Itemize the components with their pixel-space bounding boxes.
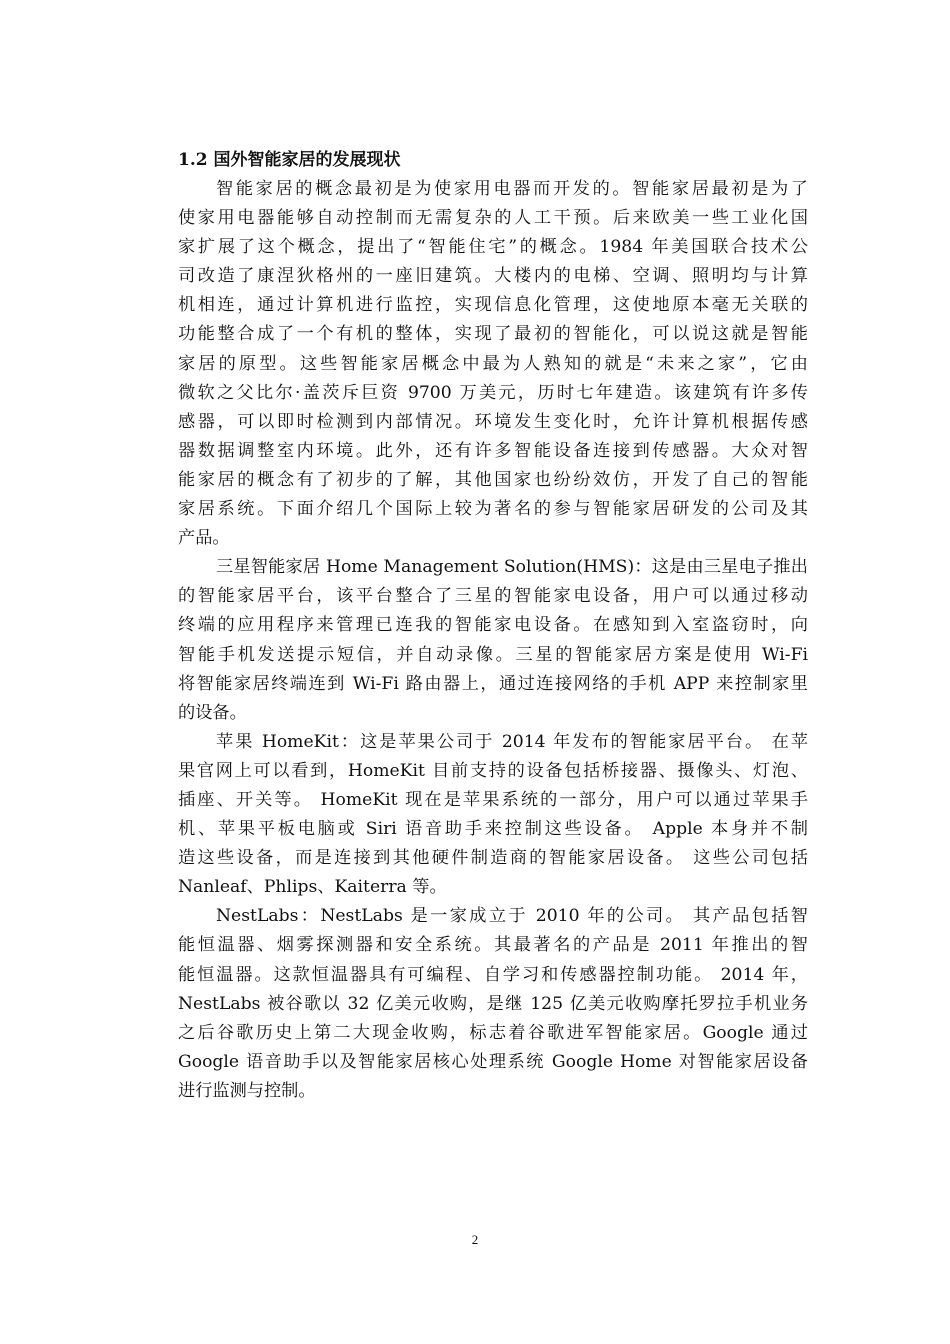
text-line: 造这些设备，而是连接到其他硬件制造商的智能家居设备。 这些公司包括 <box>178 848 808 869</box>
paragraph-smart-home-history <box>178 175 808 553</box>
text-line: 家居系统。下面介绍几个国际上较为著名的参与智能家居研发的公司及其 <box>178 499 808 520</box>
text-line: 使家用电器能够自动控制而无需复杂的人工干预。后来欧美一些工业化国 <box>178 208 808 229</box>
text-line: Nanleaf、Phlips、Kaiterra 等。 <box>178 877 447 898</box>
text-line: Google 语音助手以及智能家居核心处理系统 Google Home 对智能家居设备 <box>178 1051 808 1072</box>
text-line: 家居的原型。这些智能家居概念中最为人熟知的就是“未来之家”，它由 <box>178 353 808 374</box>
text-line: 感器，可以即时检测到内部情况。环境发生变化时，允许计算机根据传感 <box>178 411 808 432</box>
paragraph-apple-homekit <box>178 728 808 903</box>
text-line: 能恒温器。这款恒温器具有可编程、自学习和传感器控制功能。 2014 年， <box>178 964 808 985</box>
text-line: 插座、开关等。 HomeKit 现在是苹果系统的一部分，用户可以通过苹果手 <box>178 789 808 810</box>
text-line: 家扩展了这个概念，提出了“智能住宅”的概念。1984 年美国联合技术公 <box>178 237 808 258</box>
text-line: 能恒温器、烟雾探测器和安全系统。其最著名的产品是 2011 年推出的智 <box>178 935 808 956</box>
text-line: 将智能家居终端连到 Wi-Fi 路由器上，通过连接网络的手机 APP 来控制家里 <box>178 673 808 694</box>
text-line: 果官网上可以看到，HomeKit 目前支持的设备包括桥接器、摄像头、灯泡、 <box>178 760 808 781</box>
text-line: 终端的应用程序来管理已连我的智能家电设备。在感知到入室盗窃时，向 <box>178 615 808 636</box>
text-line: 的智能家居平台，该平台整合了三星的智能家电设备，用户可以通过移动 <box>178 586 808 607</box>
text-line: 三星智能家居 Home Management Solution(HMS)：这是由三星电子推出 <box>216 557 808 578</box>
page-content <box>178 145 808 1106</box>
text-line: 司改造了康涅狄格州的一座旧建筑。大楼内的电梯、空调、照明均与计算 <box>178 266 808 287</box>
text-line: 进行监测与控制。 <box>178 1080 316 1101</box>
text-line: 功能整合成了一个有机的整体，实现了最初的智能化，可以说这就是智能 <box>178 324 808 345</box>
text-line: NestLabs 被谷歌以 32 亿美元收购，是继 125 亿美元收购摩托罗拉手机业务 <box>178 993 808 1014</box>
section-heading: 1.2 国外智能家居的发展现状 <box>178 150 401 170</box>
text-line: 苹果 HomeKit：这是苹果公司于 2014 年发布的智能家居平台。 在苹 <box>216 731 808 752</box>
text-line: 器数据调整室内环境。此外，还有许多智能设备连接到传感器。大众对智 <box>178 440 808 461</box>
text-line: 产品。 <box>178 528 230 549</box>
text-line: 智能家居的概念最初是为使家用电器而开发的。智能家居最初是为了 <box>216 179 808 199</box>
text-line: 之后谷歌历史上第二大现金收购，标志着谷歌进军智能家居。Google 通过 <box>178 1022 808 1043</box>
paragraph-samsung-hms <box>178 553 808 728</box>
text-line: 微软之父比尔·盖茨斥巨资 9700 万美元，历时七年建造。该建筑有许多传 <box>178 382 808 403</box>
text-line: 智能手机发送提示短信，并自动录像。三星的智能家居方案是使用 Wi-Fi <box>178 644 808 665</box>
paragraph-nestlabs <box>178 902 808 1106</box>
text-line: 机相连，通过计算机进行监控，实现信息化管理，这使地原本毫无关联的 <box>178 295 808 316</box>
text-line: NestLabs：NestLabs 是一家成立于 2010 年的公司。 其产品包括智 <box>216 906 808 927</box>
text-line: 能家居的概念有了初步的了解，其他国家也纷纷效仿，开发了自己的智能 <box>178 469 808 490</box>
text-line: 机、苹果平板电脑或 Siri 语音助手来控制这些设备。 Apple 本身并不制 <box>178 819 808 840</box>
text-line: 的设备。 <box>178 702 247 723</box>
page-number: 2 <box>471 1232 479 1247</box>
